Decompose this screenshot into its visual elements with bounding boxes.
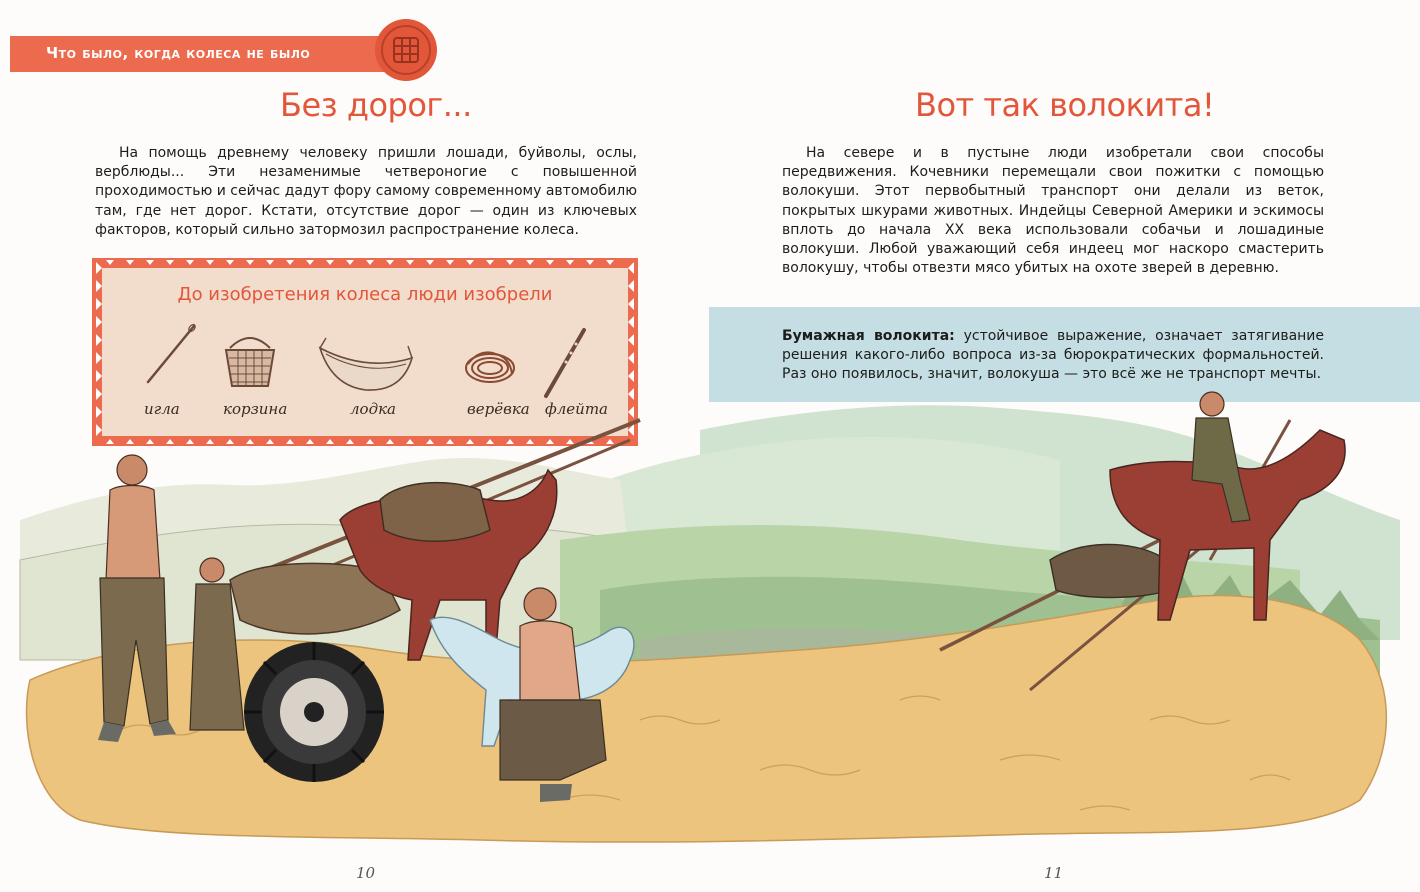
info-box-definition: устойчивое выражение, означает затягивание решения какого-либо вопроса из-за бюрократических формальностей. Раз оно появилось, значит, волокуша — это всё же не транспорт мечты. <box>782 328 1325 383</box>
right-page-paragraph: На севере и в пустыне люди изобретали свои способы передвижения. Кочевники перемещали свои пожитки с помощью волокуши. Этот первобытный транспорт они делали из веток, покрытых шкурами животных. Индейцы Северной Америки и эскимосы вплоть до начала XX века использовали собачьи и лошадиные волокуши. Любой уважающий себя индеец мог наскоро смастерить волокушу, чтобы отвезти мясо убитых на охоте зверей в деревню. <box>782 145 1324 277</box>
banner-title: Что было, когда колеса не было <box>46 44 311 62</box>
invention-label-flute: флейта <box>545 400 608 418</box>
page-number-right: 11 <box>1044 864 1064 882</box>
left-page-heading: Без дорог... <box>280 86 472 124</box>
right-page-heading: Вот так волокита! <box>915 86 1215 124</box>
left-page-paragraph: На помощь древнему человеку пришли лошади, буйволы, ослы, верблюды... Эти незаменимые четвероногие с повышенной проходимостью и сейчас дадут фору самому современному автомобилю там, где нет дорог. Кстати, отсутствие дорог — один из ключевых факторов, который сильно затормозил распространение колеса. <box>95 145 637 238</box>
page-number-left: 10 <box>356 864 376 882</box>
invention-label-basket: корзина <box>223 400 288 418</box>
invention-label-boat: лодка <box>350 400 396 418</box>
inventions-box-title: До изобретения колеса люди изобрели <box>177 284 553 305</box>
invention-label-rope: верёвка <box>467 400 530 418</box>
info-box-term: Бумажная волокита: <box>782 328 955 344</box>
invention-label-needle: игла <box>144 400 180 418</box>
